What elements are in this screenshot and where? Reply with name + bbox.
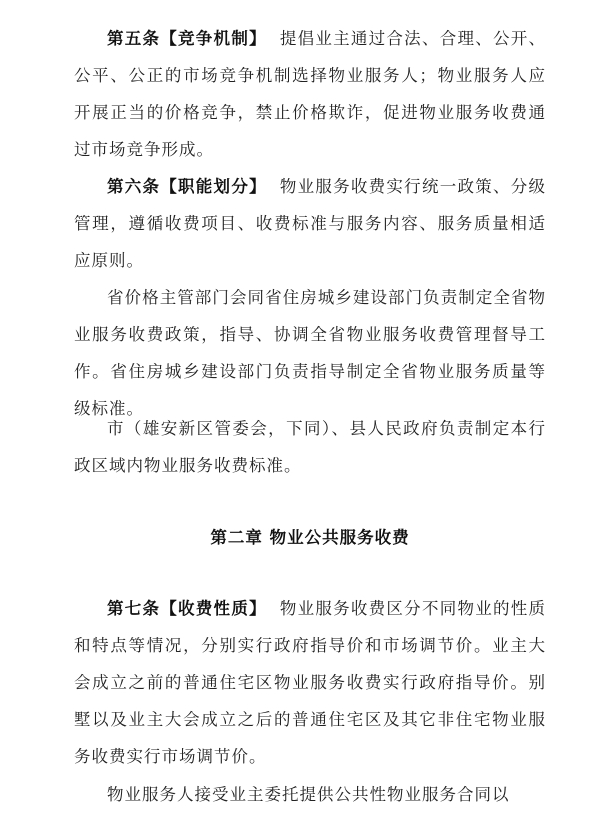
- article-7-heading: 第七条【收费性质】: [107, 599, 267, 618]
- article-6-heading: 第六条【职能划分】: [107, 177, 267, 196]
- chapter-2-title: 第二章 物业公共服务收费: [210, 528, 410, 547]
- article-5-body: 提倡业主通过合法、合理、公开、公平、公正的市场竞争机制选择物业服务人；物业服务人应开展正当的价格竞争，禁止价格欺诈，促进物业服务收费通过市场竞争形成。: [74, 29, 546, 159]
- article-5-paragraph: [74, 20, 546, 168]
- article-6-paragraph-3: 市（雄安新区管委会，下同）、县人民政府负责制定本行政区域内物业服务收费标准。: [74, 419, 546, 475]
- article-6-paragraph: [74, 168, 546, 279]
- article-5-heading: 第五条【竞争机制】: [107, 29, 267, 48]
- article-7-paragraph: [74, 590, 546, 775]
- article-7-paragraph-2: 物业服务人接受业主委托提供公共性物业服务合同以: [107, 785, 510, 804]
- article-6-paragraph-2: 省价格主管部门会同省住房城乡建设部门负责制定全省物业服务收费政策，指导、协调全省物业服务收费管理督导工作。省住房城乡建设部门负责指导制定全省物业服务质量等级标准。: [74, 288, 546, 418]
- article-7-body: 物业服务收费区分不同物业的性质和特点等情况，分别实行政府指导价和市场调节价。业主大会成立之前的普通住宅区物业服务收费实行政府指导价。别墅以及业主大会成立之后的普通住宅区及其它非住宅物业服务收费实行市场调节价。: [74, 599, 546, 766]
- article-6-body: 物业服务收费实行统一政策、分级管理，遵循收费项目、收费标准与服务内容、服务质量相适应原则。: [74, 177, 546, 270]
